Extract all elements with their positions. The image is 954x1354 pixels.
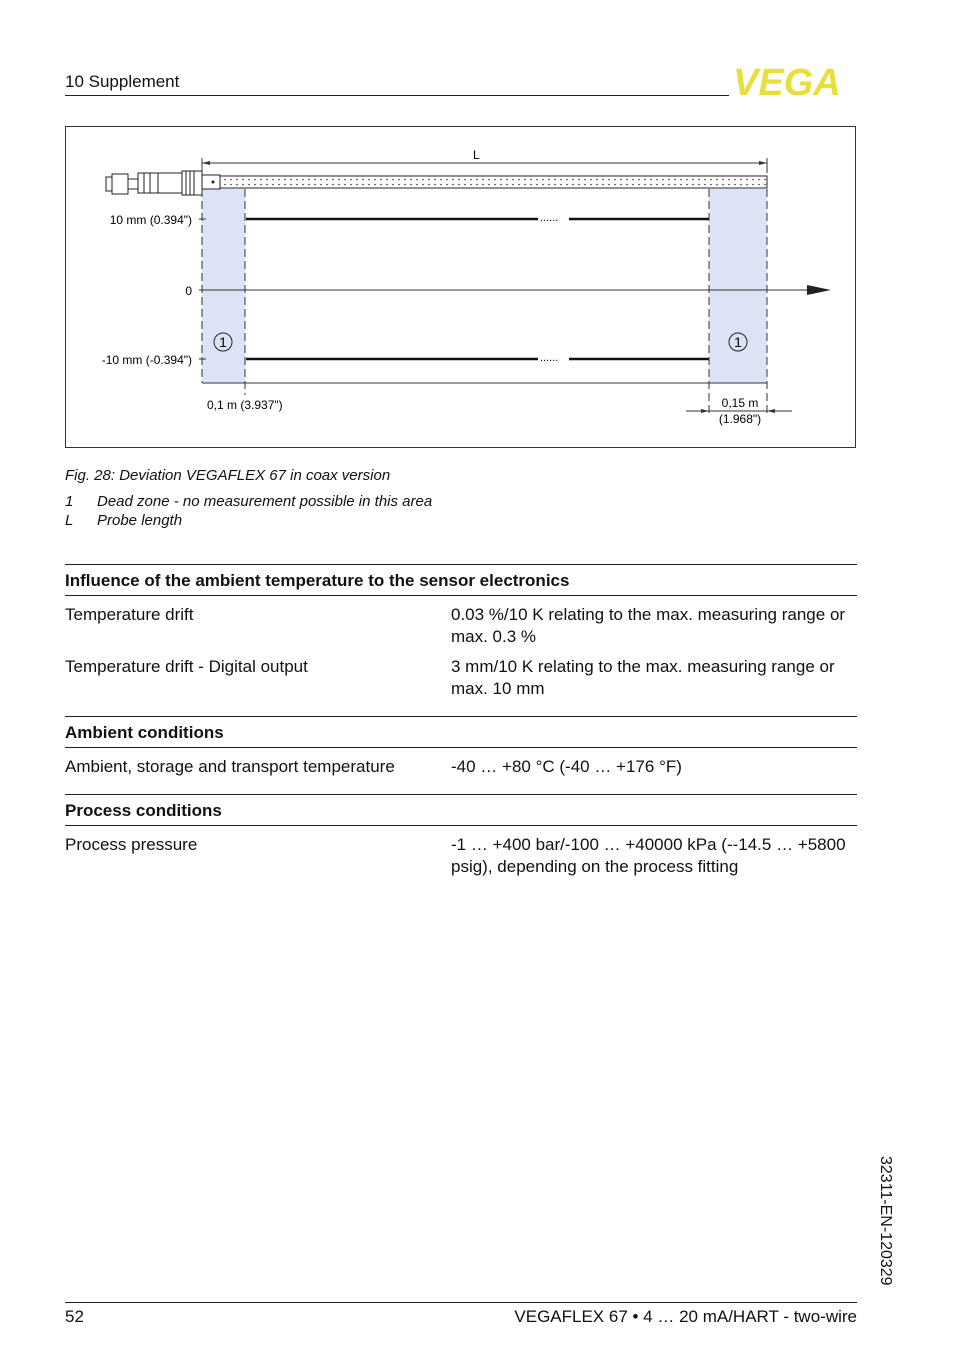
page-number: 52 xyxy=(65,1307,84,1326)
figure-caption: Fig. 28: Deviation VEGAFLEX 67 in coax version xyxy=(65,467,391,484)
right-zone-dimension: 0,15 m xyxy=(721,396,759,410)
dead-zone-right xyxy=(709,189,767,383)
header-divider xyxy=(65,95,729,96)
section-title: Influence of the ambient temperature to the sensor electronics xyxy=(65,564,857,596)
left-zone-dimension: 0,1 m (3.937") xyxy=(207,398,283,412)
spec-row: Temperature drift 0.03 %/10 K relating to the max. measuring range or max. 0.3 % xyxy=(65,605,846,646)
zero-label: 0 xyxy=(185,284,192,298)
logo-text: VEGA xyxy=(733,64,841,98)
svg-text:......: ...... xyxy=(540,212,559,224)
spec-row: Process pressure -1 … +400 bar/-100 … +40000 kPa (--14.5 … +5800 psig), depending on the process fitting xyxy=(65,835,846,876)
figure-legend xyxy=(65,493,432,531)
footer-divider xyxy=(65,1302,857,1303)
section-header: 10 Supplement xyxy=(65,72,180,91)
section-title: Process conditions xyxy=(65,794,857,826)
right-zone-dimension-imperial: (1.968") xyxy=(718,412,762,426)
process-conditions-section xyxy=(65,794,857,878)
section-title: Ambient conditions xyxy=(65,716,857,748)
dead-zone-left xyxy=(202,189,245,383)
upper-limit-label: 10 mm (0.394") xyxy=(109,213,192,227)
temperature-influence-section xyxy=(65,564,857,700)
document-title: VEGAFLEX 67 • 4 … 20 mA/HART - two-wire xyxy=(514,1307,857,1326)
axis-arrow-icon xyxy=(807,285,831,295)
spec-row: Ambient, storage and transport temperature -40 … +80 °C (-40 … +176 °F) xyxy=(65,757,682,776)
svg-text:......: ...... xyxy=(540,352,559,364)
vega-logo xyxy=(733,64,857,103)
ambient-conditions-section xyxy=(65,716,857,778)
legend-item: 1 Dead zone - no measurement possible in this area xyxy=(65,493,433,510)
length-label: L xyxy=(473,148,480,162)
svg-text:1: 1 xyxy=(219,334,227,350)
legend-item: L Probe length xyxy=(65,512,183,529)
document-code: 32311-EN-120329 xyxy=(877,1156,894,1286)
spec-row: Temperature drift - Digital output 3 mm/10 K relating to the max. measuring range or max. 10 mm xyxy=(65,657,835,698)
lower-limit-label: -10 mm (-0.394") xyxy=(101,353,192,367)
deviation-figure xyxy=(65,126,856,448)
svg-text:1: 1 xyxy=(734,334,742,350)
